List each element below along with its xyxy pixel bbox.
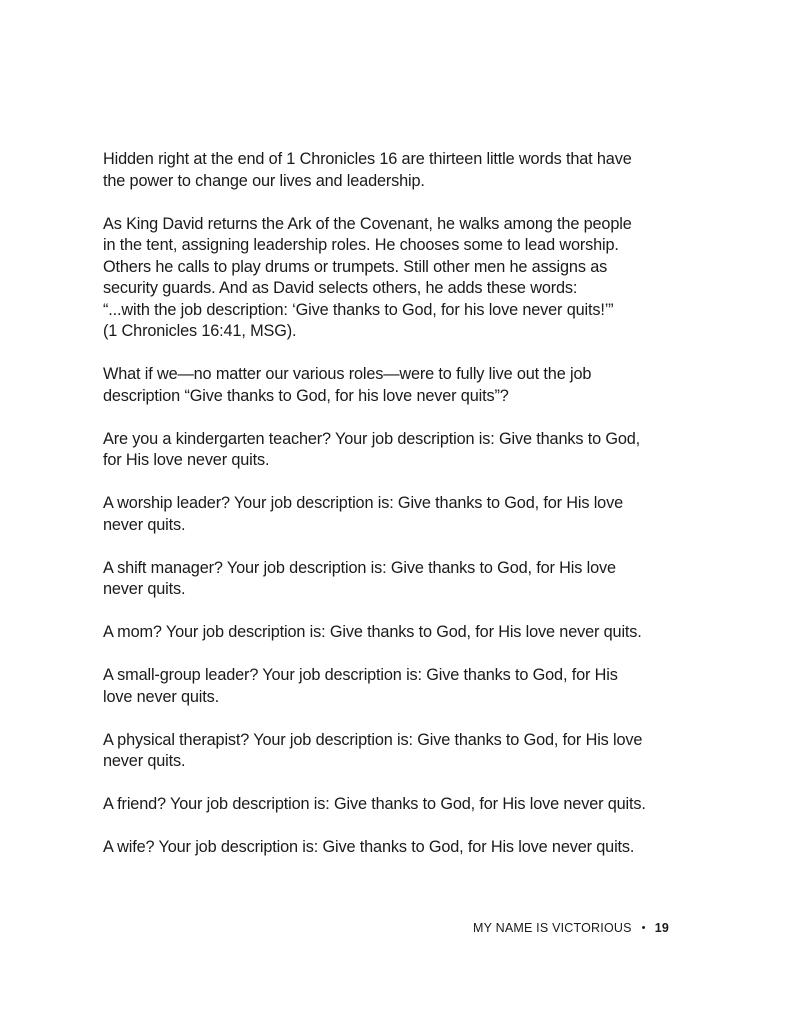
text-line: “...with the job description: ‘Give thanks to God, for his love never quits!’” bbox=[103, 300, 614, 319]
text-line: A small-group leader? Your job description is: Give thanks to God, for His bbox=[103, 666, 618, 684]
text-line: Are you a kindergarten teacher? Your job description is: Give thanks to God, bbox=[103, 429, 641, 448]
running-title: MY NAME IS VICTORIOUS bbox=[473, 921, 632, 935]
paragraph bbox=[103, 794, 683, 816]
text-line: Hidden right at the end of 1 Chronicles 16 are thirteen little words that have bbox=[103, 150, 632, 168]
text-line: A shift manager? Your job description is: Give thanks to God, for His love bbox=[103, 558, 616, 577]
text-line: for His love never quits. bbox=[103, 451, 270, 469]
paragraph bbox=[103, 665, 683, 708]
text-line: As King David returns the Ark of the Covenant, he walks among the people bbox=[103, 214, 632, 233]
text-line: in the tent, assigning leadership roles. He chooses some to lead worship. bbox=[103, 236, 619, 254]
paragraph bbox=[103, 558, 683, 601]
text-line: A worship leader? Your job description is: Give thanks to God, for His love bbox=[103, 494, 623, 512]
bullet-separator: • bbox=[641, 922, 646, 934]
paragraph bbox=[103, 364, 683, 407]
text-line: A physical therapist? Your job description is: Give thanks to God, for His love bbox=[103, 730, 643, 749]
text-line: never quits. bbox=[103, 580, 186, 598]
paragraph bbox=[103, 730, 683, 773]
text-line: A mom? Your job description is: Give thanks to God, for His love never quits. bbox=[103, 623, 642, 641]
text-line: the power to change our lives and leadership. bbox=[103, 171, 425, 190]
text-line: never quits. bbox=[103, 752, 186, 770]
text-line: never quits. bbox=[103, 515, 186, 534]
text-line: description “Give thanks to God, for his love never quits”? bbox=[103, 386, 509, 405]
page-footer bbox=[473, 919, 669, 938]
body-text bbox=[103, 149, 683, 880]
paragraph bbox=[103, 149, 683, 192]
paragraph bbox=[103, 622, 683, 644]
paragraph bbox=[103, 214, 683, 343]
text-line: (1 Chronicles 16:41, MSG). bbox=[103, 322, 297, 340]
paragraph bbox=[103, 837, 683, 859]
text-line: What if we—no matter our various roles—were to fully live out the job bbox=[103, 365, 592, 383]
paragraph bbox=[103, 429, 683, 472]
text-line: A friend? Your job description is: Give thanks to God, for His love never quits. bbox=[103, 795, 646, 813]
text-line: security guards. And as David selects others, he adds these words: bbox=[103, 279, 578, 297]
text-line: Others he calls to play drums or trumpets. Still other men he assigns as bbox=[103, 257, 608, 276]
page-number: 19 bbox=[654, 921, 669, 935]
paragraph bbox=[103, 493, 683, 536]
text-line: love never quits. bbox=[103, 687, 220, 706]
text-line: A wife? Your job description is: Give thanks to God, for His love never quits. bbox=[103, 838, 635, 856]
